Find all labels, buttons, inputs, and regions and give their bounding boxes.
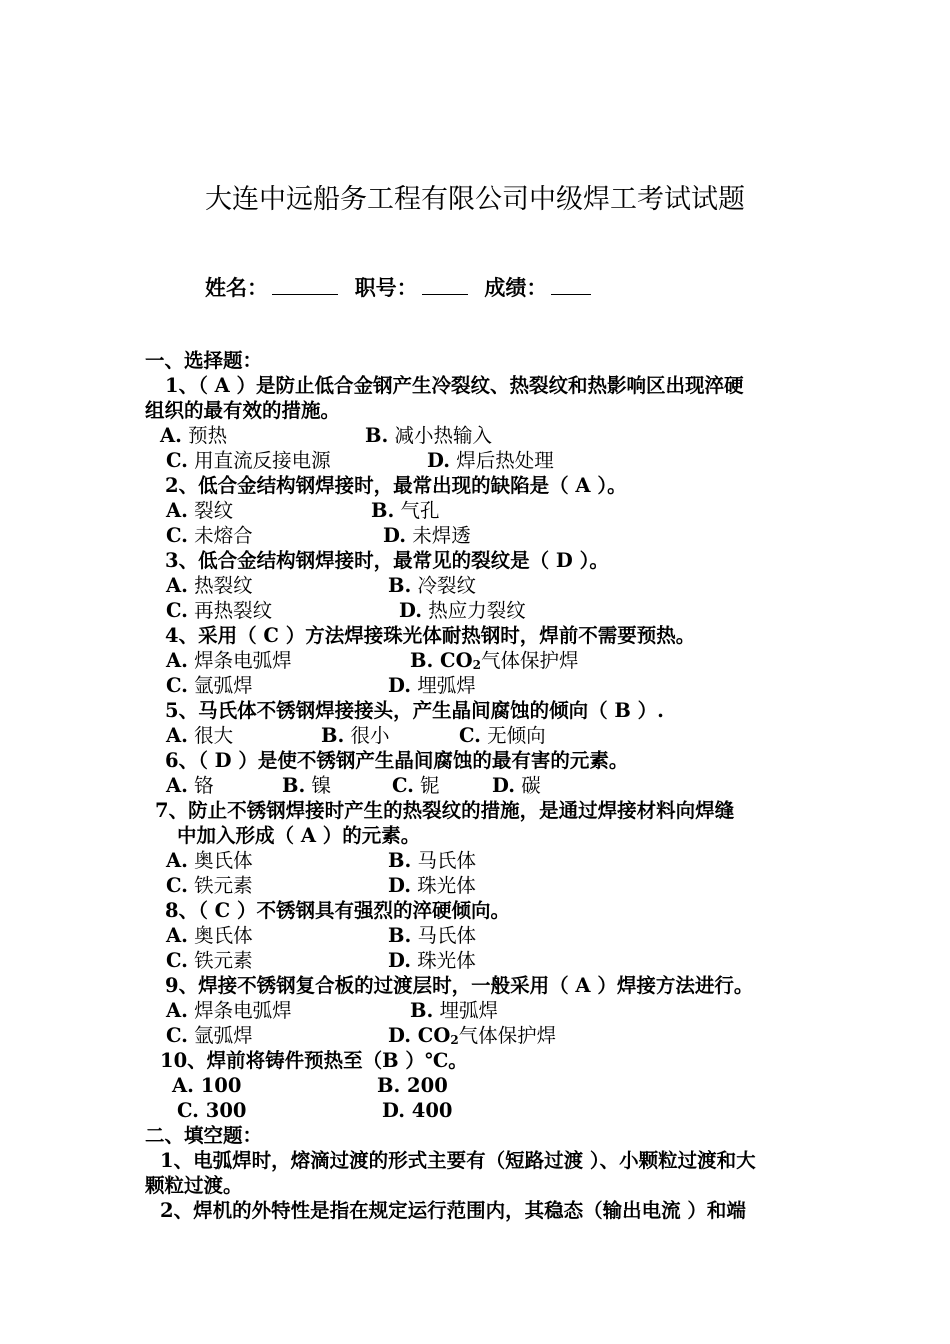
option-b: B. 马氏体 <box>388 849 476 872</box>
question-text: 3、低合金结构钢焊接时，最常见的裂纹是（ D ）。 <box>165 549 609 572</box>
option-c: C. 未熔合 <box>166 524 253 547</box>
answer: B <box>614 699 631 722</box>
question-text: 9、焊接不锈钢复合板的过渡层时，一般采用（ A ）焊接方法进行。 <box>165 974 754 997</box>
answer: A <box>575 474 591 497</box>
option-a: A. 奥氏体 <box>166 924 253 947</box>
score-blank[interactable] <box>551 272 591 295</box>
option-b: B. 埋弧焊 <box>410 999 498 1022</box>
option-a: A. 奥氏体 <box>166 849 253 872</box>
option-a: A. 预热 <box>160 424 228 447</box>
option-c: C. 再热裂纹 <box>166 599 273 622</box>
option-b: B. 马氏体 <box>388 924 476 947</box>
question-text: 2、低合金结构钢焊接时，最常出现的缺陷是（ A ）。 <box>165 474 627 497</box>
option-d: D. 400 <box>382 1099 453 1122</box>
option-a: A. 焊条电弧焊 <box>166 999 292 1022</box>
option-c: C. 无倾向 <box>459 724 546 747</box>
option-a: A. 裂纹 <box>166 499 234 522</box>
option-d: D. $CO_2$气体保护焊 <box>388 1024 557 1047</box>
question-text: 7、防止不锈钢焊接时产生的热裂纹的措施，是通过焊接材料向焊缝 <box>155 799 735 822</box>
option-a: A. 热裂纹 <box>166 574 253 597</box>
fill-question-text: 2、焊机的外特性是指在规定运行范围内，其稳态（输出电流 ）和端 <box>160 1199 746 1222</box>
name-label: 姓名： <box>205 275 268 300</box>
question-text: 5、马氏体不锈钢焊接接头，产生晶间腐蚀的倾向（ B ）. <box>165 699 664 722</box>
section-heading: 二、填空题： <box>145 1124 263 1147</box>
option-b: B. 200 <box>377 1074 448 1097</box>
question-text: 10、焊前将铸件预热至（B ）℃。 <box>160 1049 468 1072</box>
question-text: 中加入形成（ A ）的元素。 <box>177 824 421 847</box>
question-text: 1、（ A ）是防止低合金钢产生冷裂纹、热裂纹和热影响区出现淬硬 <box>165 374 744 397</box>
option-b: B. 镍 <box>282 774 331 797</box>
option-b: B. $CO_2$气体保护焊 <box>410 649 579 672</box>
option-d: D. 珠光体 <box>388 874 476 897</box>
option-c: C. 300 <box>177 1099 247 1122</box>
option-c: C. 用直流反接电源 <box>166 449 331 472</box>
answer: A <box>575 974 591 997</box>
option-d: D. 埋弧焊 <box>388 674 476 697</box>
option-a: A. 焊条电弧焊 <box>166 649 292 672</box>
question-text: 4、采用（ C ）方法焊接珠光体耐热钢时，焊前不需要预热。 <box>165 624 696 647</box>
option-d: D. 碳 <box>492 774 541 797</box>
option-a: A. 100 <box>172 1074 242 1097</box>
question-text: 6、（ D ）是使不锈钢产生晶间腐蚀的最有害的元素。 <box>165 749 629 772</box>
option-b: B. 减小热输入 <box>365 424 492 447</box>
answer: D <box>214 749 232 772</box>
option-b: B. 冷裂纹 <box>388 574 476 597</box>
section-heading: 一、选择题： <box>145 349 263 372</box>
id-blank[interactable] <box>422 272 468 295</box>
option-c: C. 氩弧焊 <box>166 1024 253 1047</box>
option-c: C. 氩弧焊 <box>166 674 253 697</box>
answer: D <box>555 549 573 572</box>
question-text: 组织的最有效的措施。 <box>145 399 341 422</box>
name-blank[interactable] <box>272 272 338 295</box>
score-label: 成绩： <box>484 275 548 300</box>
page-title: 大连中远船务工程有限公司中级焊工考试试题 <box>205 184 745 215</box>
option-b: B. 气孔 <box>371 499 440 522</box>
option-d: D. 焊后热处理 <box>427 449 554 472</box>
option-c: C. 铁元素 <box>166 949 253 972</box>
answer: C <box>263 624 279 647</box>
option-d: D. 珠光体 <box>388 949 476 972</box>
option-c: C. 铌 <box>392 774 440 797</box>
option-c: C. 铁元素 <box>166 874 253 897</box>
option-a: A. 很大 <box>166 724 234 747</box>
info-row <box>205 272 601 303</box>
answer: C <box>214 899 231 922</box>
answer: A <box>300 824 316 847</box>
option-d: D. 热应力裂纹 <box>399 599 526 622</box>
id-label: 职号： <box>354 275 418 300</box>
fill-question-text: 1、电弧焊时，熔滴过渡的形式主要有（短路过渡 ）、小颗粒过渡和大 <box>160 1149 756 1172</box>
option-b: B. 很小 <box>321 724 390 747</box>
option-a: A. 铬 <box>166 774 214 797</box>
question-text: 8、（ C ）不锈钢具有强烈的淬硬倾向。 <box>165 899 510 922</box>
option-d: D. 未焊透 <box>383 524 471 547</box>
fill-question-text: 颗粒过渡。 <box>145 1174 243 1197</box>
answer: B <box>382 1049 399 1072</box>
